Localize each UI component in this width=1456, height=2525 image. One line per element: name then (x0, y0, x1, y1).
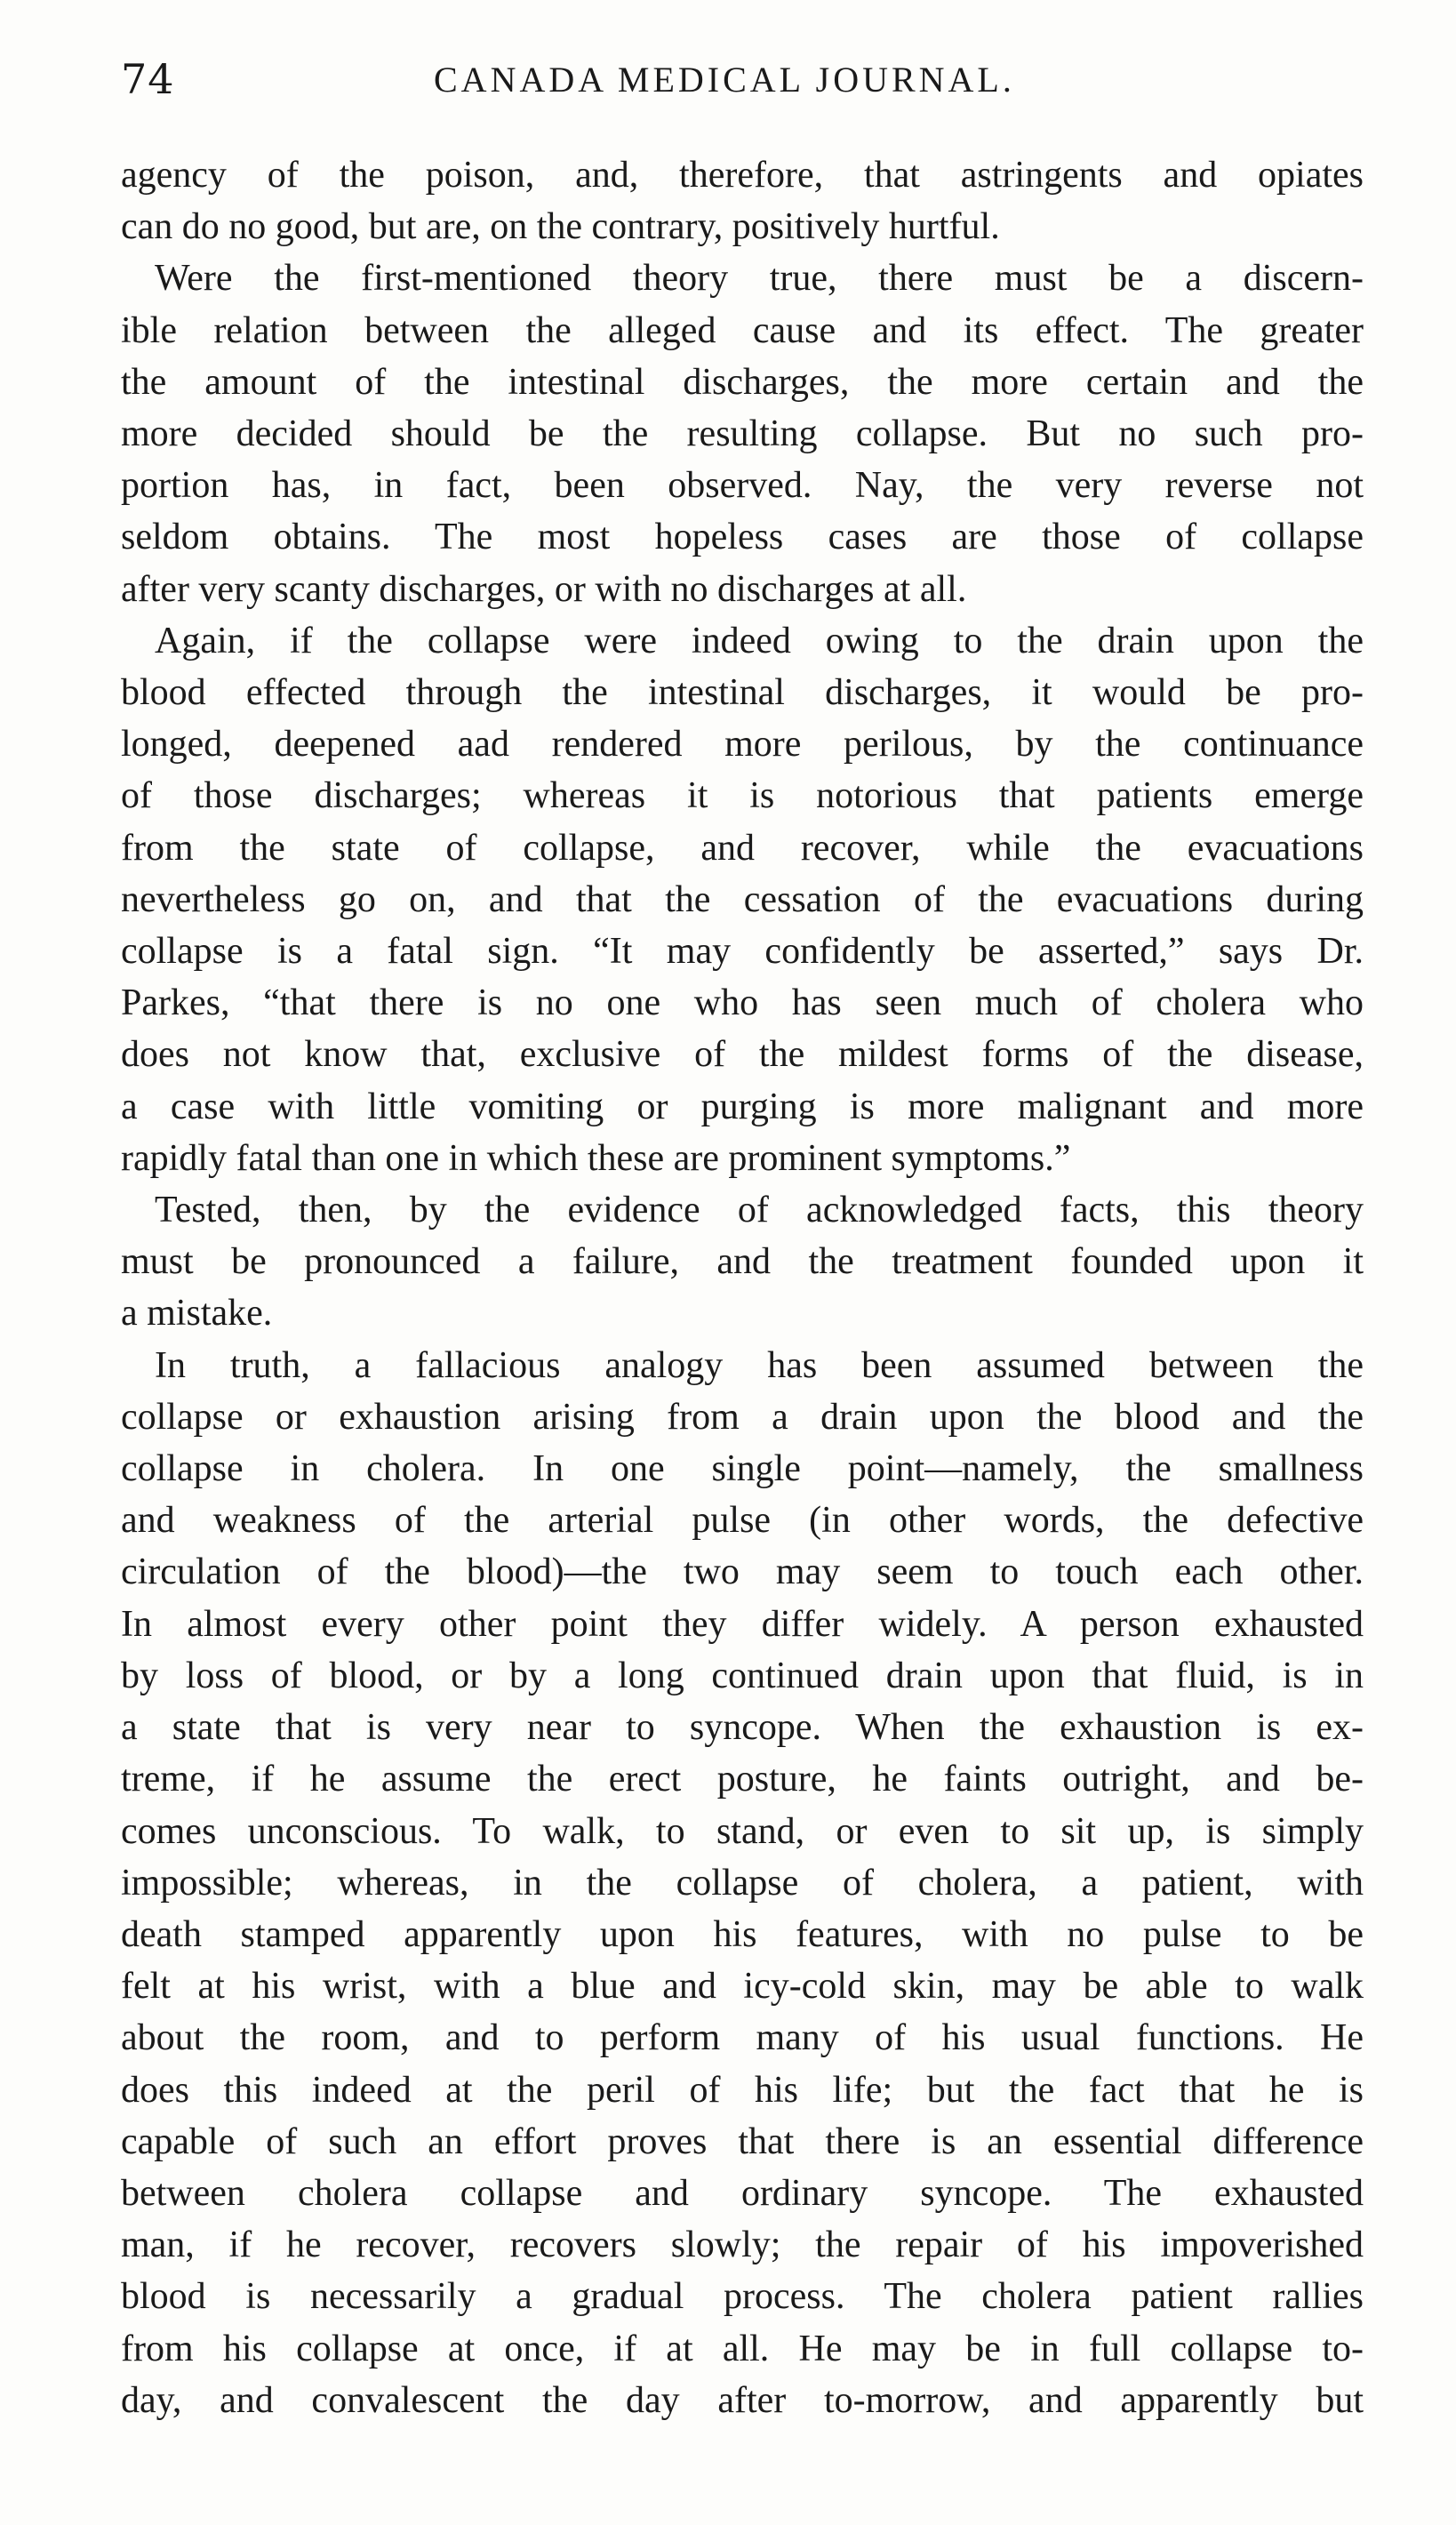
text-line: by loss of blood, or by a long continued drain upon that fluid, is in (121, 1655, 1364, 1696)
text-line: a mistake. (121, 1293, 273, 1335)
text-line: Again, if the collapse were indeed owing to the drain upon the (155, 620, 1364, 661)
text-line: seldom obtains. The most hopeless cases are those of collapse (121, 517, 1364, 558)
text-line: nevertheless go on, and that the cessation of the evacuations during (121, 878, 1364, 920)
text-line: longed, deepened aad rendered more perilous, by the continuance (121, 724, 1364, 766)
text-line: does not know that, exclusive of the mildest forms of the disease, (121, 1034, 1364, 1076)
text-line: more decided should be the resulting collapse. But no such pro- (121, 413, 1364, 455)
text-line: between cholera collapse and ordinary syncope. The exhausted (121, 2172, 1364, 2214)
text-line: impossible; whereas, in the collapse of cholera, a patient, with (121, 1862, 1364, 1904)
paragraph (121, 1340, 1364, 2426)
text-line: a state that is very near to syncope. When the exhaustion is ex- (121, 1707, 1364, 1749)
text-line: In truth, a fallacious analogy has been assumed between the (155, 1344, 1364, 1386)
journal-title: CANADA MEDICAL JOURNAL. (434, 60, 1015, 100)
text-line: comes unconscious. To walk, to stand, or even to sit up, is simply (121, 1810, 1364, 1852)
text-line: agency of the poison, and, therefore, that astringents and opiates (121, 155, 1364, 196)
text-line: In almost every other point they differ widely. A person exhausted (121, 1603, 1364, 1645)
text-line: rapidly fatal than one in which these are prominent symptoms.” (121, 1137, 1071, 1179)
article-body (121, 149, 1364, 2426)
text-line: portion has, in fact, been observed. Nay, the very reverse not (121, 465, 1364, 507)
text-line: does this indeed at the peril of his life; but the fact that he is (121, 2069, 1364, 2111)
text-line: from the state of collapse, and recover, while the evacuations (121, 827, 1364, 869)
text-line: treme, if he assume the erect posture, he faints outright, and be- (121, 1759, 1364, 1800)
text-line: blood effected through the intestinal discharges, it would be pro- (121, 672, 1364, 714)
text-line: collapse in cholera. In one single point—namely, the smallness (121, 1448, 1364, 1490)
text-line: death stamped apparently upon his features, with no pulse to be (121, 1913, 1364, 1955)
text-line: circulation of the blood)—the two may seem to touch each other. (121, 1551, 1364, 1593)
text-line: man, if he recover, recovers slowly; the repair of his impoverished (121, 2224, 1364, 2266)
paragraph (121, 1184, 1364, 1340)
text-line: from his collapse at once, if at all. He may be in full collapse to- (121, 2328, 1364, 2369)
text-line: collapse or exhaustion arising from a drain upon the blood and the (121, 1396, 1364, 1438)
paragraph (121, 615, 1364, 1184)
text-line: a case with little vomiting or purging is more malignant and more (121, 1086, 1364, 1127)
text-line: of those discharges; whereas it is notorious that patients emerge (121, 775, 1364, 817)
text-line: collapse is a fatal sign. “It may confidently be asserted,” says Dr. (121, 931, 1364, 973)
text-line: after very scanty discharges, or with no discharges at all. (121, 568, 967, 610)
text-line: must be pronounced a failure, and the treatment founded upon it (121, 1241, 1364, 1283)
text-line: the amount of the intestinal discharges, the more certain and the (121, 361, 1364, 403)
text-line: felt at his wrist, with a blue and icy-cold skin, may be able to walk (121, 1966, 1364, 2008)
text-line: Parkes, “that there is no one who has seen much of cholera who (121, 982, 1364, 1024)
text-line: can do no good, but are, on the contrary, positively hurtful. (121, 206, 1000, 248)
running-head (121, 55, 1365, 108)
text-line: Tested, then, by the evidence of acknowledged facts, this theory (155, 1190, 1364, 1231)
text-line: and weakness of the arterial pulse (in other words, the defective (121, 1500, 1364, 1542)
text-line: ible relation between the alleged cause and its effect. The greater (121, 309, 1364, 351)
page-number: 74 (121, 55, 175, 103)
text-line: blood is necessarily a gradual process. The cholera patient rallies (121, 2276, 1364, 2318)
paragraph (121, 252, 1364, 614)
paragraph (121, 149, 1364, 252)
text-line: capable of such an effort proves that there is an essential difference (121, 2120, 1364, 2162)
text-line: Were the first-mentioned theory true, there must be a discern- (155, 258, 1364, 300)
text-line: day, and convalescent the day after to-morrow, and apparently but (121, 2379, 1364, 2421)
text-line: about the room, and to perform many of his usual functions. He (121, 2017, 1364, 2059)
